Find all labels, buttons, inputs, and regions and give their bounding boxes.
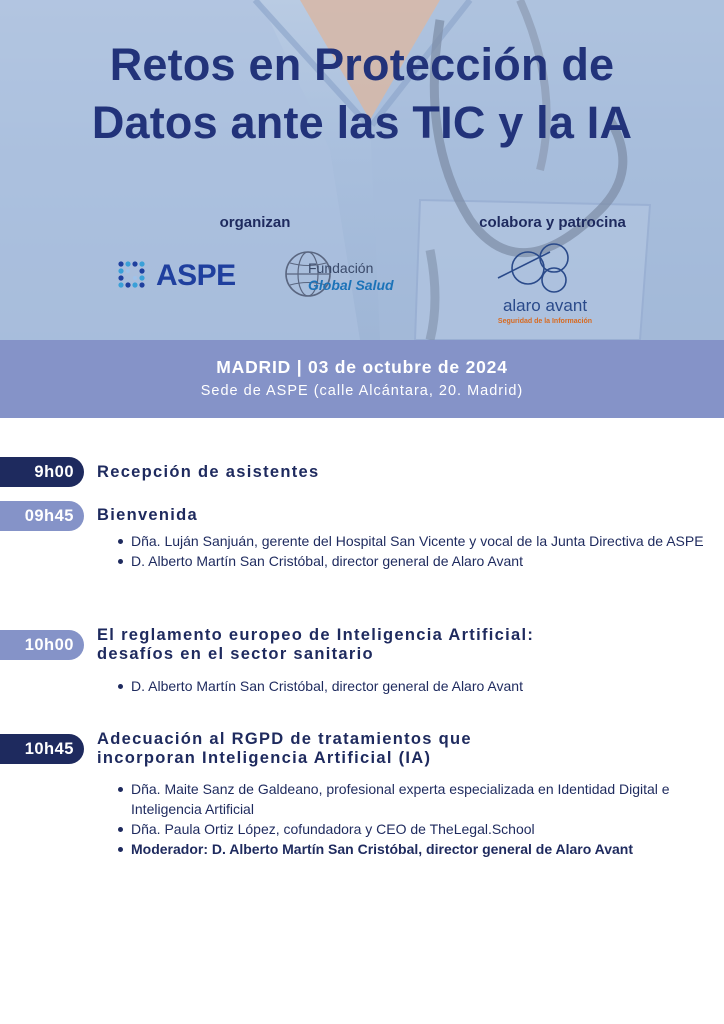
list-item: D. Alberto Martín San Cristóbal, director general de Alaro Avant <box>112 676 712 696</box>
time-badge: 10h00 <box>0 630 84 660</box>
organize-label: organizan <box>219 214 291 231</box>
session-title: Bienvenida <box>97 506 199 524</box>
alaro-avant-text: alaro avant <box>502 296 588 315</box>
speaker-list <box>112 676 712 696</box>
alaro-tagline: Seguridad de la Información <box>497 318 593 325</box>
time-badge: 9h00 <box>0 457 84 487</box>
alaro-avant-logo <box>490 238 600 330</box>
list-item: Moderador: D. Alberto Martín San Cristóbal, director general de Alaro Avant <box>112 839 712 859</box>
aspe-dots-icon <box>116 259 150 293</box>
title-line-2: Datos ante las TIC y la IA <box>91 97 633 148</box>
time-badge: 10h45 <box>0 734 84 764</box>
fundacion-global-salud-logo <box>280 246 400 306</box>
session-title-line-1: Adecuación al RGPD de tratamientos que <box>97 730 472 748</box>
session-title <box>97 626 697 663</box>
globe-icon <box>282 248 338 304</box>
alaro-mark-icon <box>490 238 600 296</box>
sponsor-label: colabora y patrocina <box>479 214 626 231</box>
list-item: Dña. Paula Ortiz López, cofundadora y CEO de TheLegal.School <box>112 819 712 839</box>
global-salud-text: Global Salud <box>308 277 394 293</box>
speaker-list <box>112 531 712 571</box>
title-line-1: Retos en Protección de <box>109 39 615 90</box>
list-item: D. Alberto Martín San Cristóbal, director general de Alaro Avant <box>112 551 712 571</box>
event-venue: Sede de ASPE (calle Alcántara, 20. Madrid) <box>200 383 524 399</box>
event-date-location: MADRID | 03 de octubre de 2024 <box>216 357 508 377</box>
session-title-line-2: incorporan Inteligencia Artificial (IA) <box>97 748 432 767</box>
session-title-line-1: El reglamento europeo de Inteligencia Artificial: <box>97 626 535 644</box>
event-banner <box>0 340 724 418</box>
hero-header <box>0 0 724 340</box>
list-item: Dña. Maite Sanz de Galdeano, profesional experta especializada en Identidad Digital e Inteligencia Artificial <box>112 779 712 819</box>
speaker-list <box>112 779 712 859</box>
page-title <box>0 36 724 152</box>
aspe-logo <box>116 256 246 296</box>
session-title-line-2: desafíos en el sector sanitario <box>97 644 374 663</box>
list-item: Dña. Luján Sanjuán, gerente del Hospital San Vicente y vocal de la Junta Directiva de ASPE <box>112 531 712 551</box>
time-badge: 09h45 <box>0 501 84 531</box>
aspe-logo-text: ASPE <box>156 259 236 292</box>
fundacion-text: Fundación <box>308 260 374 276</box>
session-title <box>97 730 697 767</box>
session-title: Recepción de asistentes <box>97 463 320 481</box>
